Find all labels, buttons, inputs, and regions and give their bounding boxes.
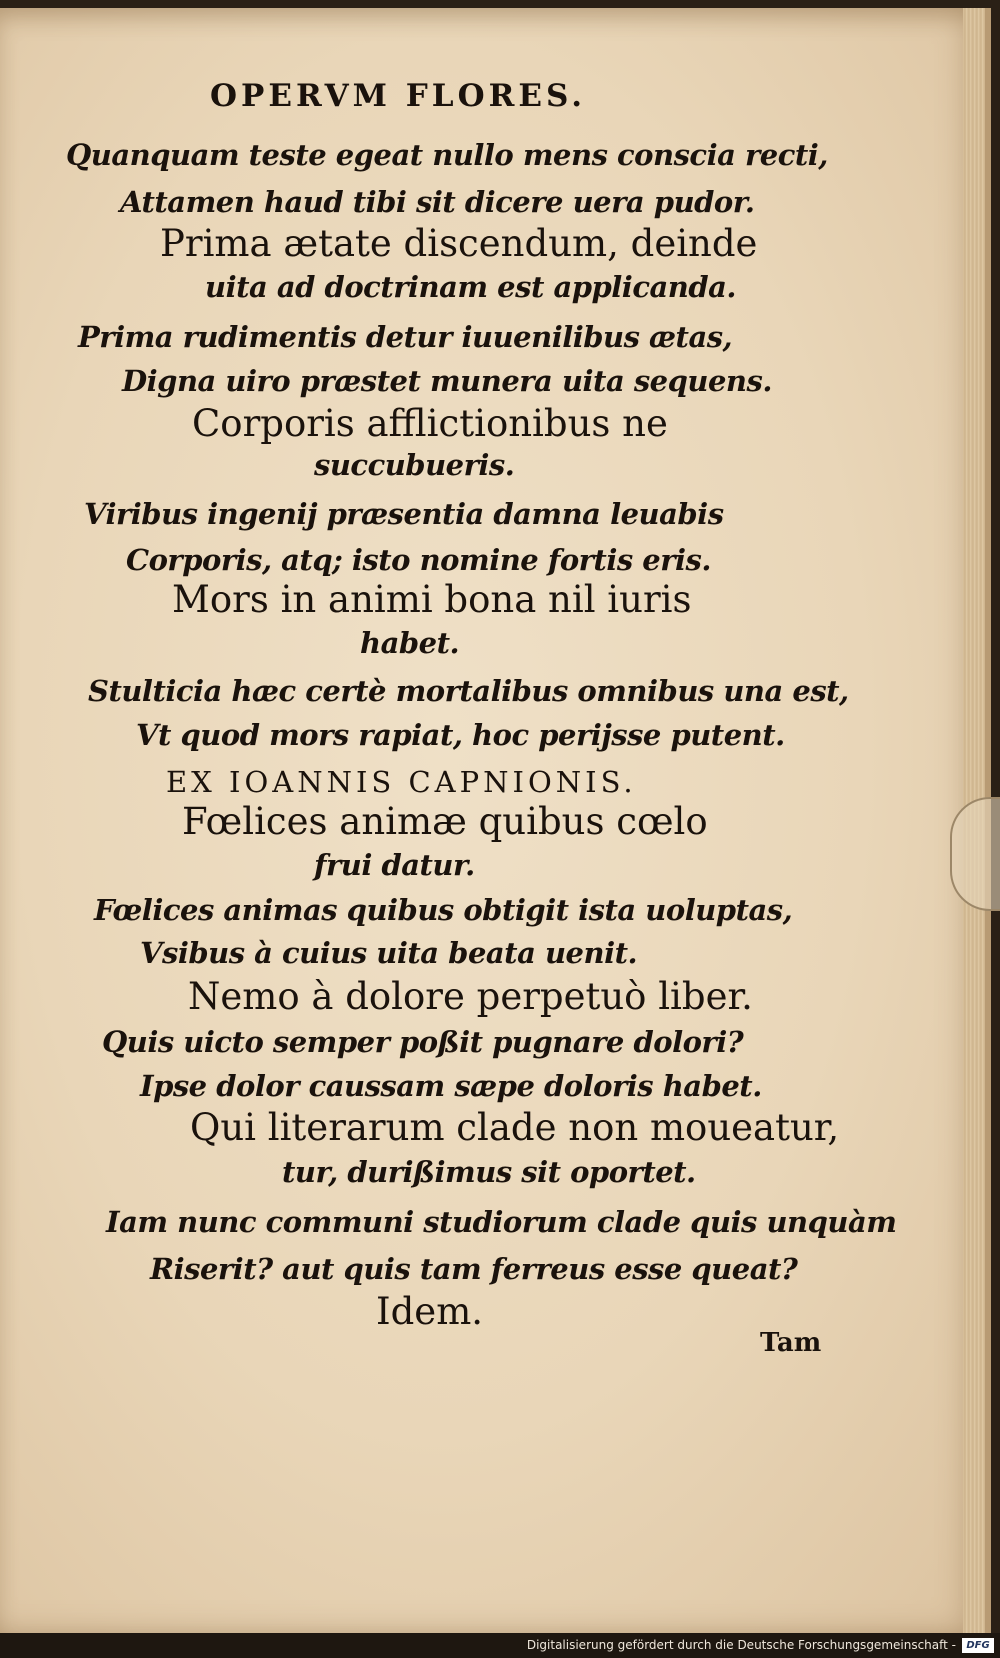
heading-line: Corporis afflictionibus ne [192,402,668,445]
heading-line: Nemo à dolore perpetuò liber. [188,975,753,1018]
heading-line: Mors in animi bona nil iuris [172,578,692,621]
verse-line: Quis uicto semper poßit pugnare dolori? [102,1025,744,1059]
verse-line: Stulticia hæc certè mortalibus omnibus una est, [88,674,849,708]
footer-bar [0,1633,1000,1658]
heading-line: succubueris. [314,448,515,482]
heading-line: Qui literarum clade non moueatur, [190,1106,840,1149]
verse-line: Iam nunc communi studiorum clade quis unquàm [106,1205,897,1239]
verse-line: Riserit? aut quis tam ferreus esse queat? [150,1252,798,1286]
verse-line: Fœlices animas quibus obtigit ista uoluptas, [94,893,793,927]
verse-line: Prima rudimentis detur iuuenilibus ætas, [78,320,733,354]
verse-line: Ipse dolor caussam sæpe doloris habet. [140,1069,762,1103]
heading-line: Prima ætate discendum, deinde [160,222,758,265]
verse-line: Digna uiro præstet munera uita sequens. [122,364,772,398]
dfg-logo-icon: DFG [962,1638,994,1653]
attribution: Idem. [376,1290,484,1333]
heading-line: tur, durißimus sit oportet. [282,1155,696,1189]
catchword: Tam [760,1328,822,1358]
footer-credit: Digitalisierung gefördert durch die Deutsche Forschungsgemeinschaft - [526,1638,956,1652]
verse-line: Vsibus à cuius uita beata uenit. [140,936,638,970]
verse-line: Corporis, atq; isto nomine fortis eris. [126,543,711,577]
verse-line: Vt quod mors rapiat, hoc perijsse putent. [136,718,785,752]
page-clip-tab [950,797,1000,911]
heading-line: Fœlices animæ quibus cœlo [182,800,708,843]
verse-line: Quanquam teste egeat nullo mens conscia recti, [66,138,828,172]
heading-line: frui datur. [314,848,475,882]
verse-line: Viribus ingenij præsentia damna leuabis [84,497,724,531]
heading-line: habet. [360,626,460,660]
running-header: OPERVM FLORES. [210,78,587,114]
section-heading: EX IOANNIS CAPNIONIS. [166,765,637,799]
heading-line: uita ad doctrinam est applicanda. [205,270,737,304]
verse-line: Attamen haud tibi sit dicere uera pudor. [120,185,755,219]
